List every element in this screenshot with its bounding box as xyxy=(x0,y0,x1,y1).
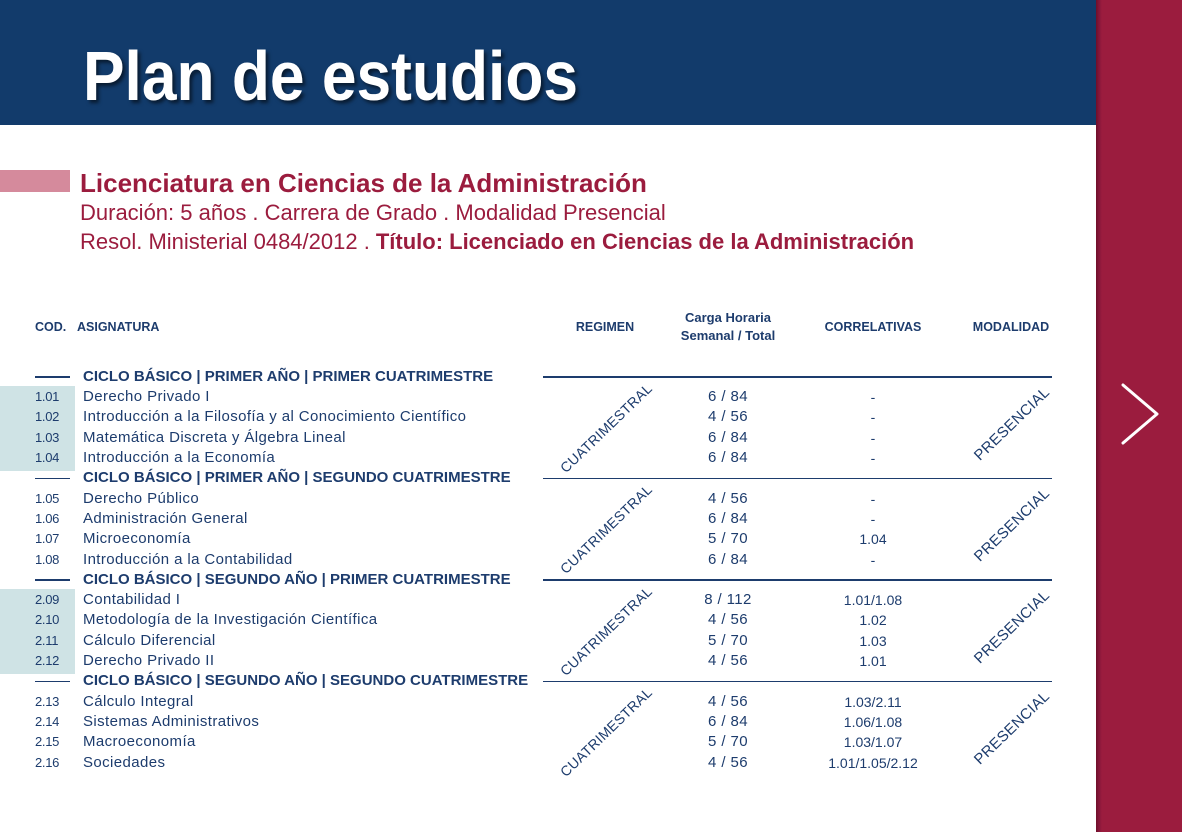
column-header-carga-line2: Semanal / Total xyxy=(680,328,776,343)
column-header-regimen: REGIMEN xyxy=(575,320,635,334)
subject-hours: 4 / 56 xyxy=(708,408,748,426)
section-rule xyxy=(543,681,1052,683)
subject-name: Administración General xyxy=(83,509,248,527)
subject-name: Introducción a la Filosofía y al Conocimiento Científico xyxy=(83,408,467,426)
subject-name: Derecho Privado I xyxy=(83,388,210,406)
subject-hours: 6 / 84 xyxy=(708,712,748,730)
subject-hours: 5 / 70 xyxy=(708,733,748,751)
subject-name: Cálculo Integral xyxy=(83,692,194,710)
section-title: CICLO BÁSICO | SEGUNDO AÑO | PRIMER CUATRIMESTRE xyxy=(83,570,511,588)
subject-hours: 4 / 56 xyxy=(708,489,748,507)
subject-name: Microeconomía xyxy=(83,530,191,548)
subject-correlatives: 1.02 xyxy=(859,612,887,629)
chevron-right-icon xyxy=(1116,378,1164,450)
plan-section xyxy=(0,468,1096,578)
subject-hours: 4 / 56 xyxy=(708,692,748,710)
subject-name: Matemática Discreta y Álgebra Lineal xyxy=(83,428,346,446)
subject-correlatives: 1.01/1.08 xyxy=(843,592,903,609)
accent-bar xyxy=(0,170,70,192)
subject-correlatives: 1.03/2.11 xyxy=(844,693,902,710)
next-page-button[interactable] xyxy=(1116,378,1164,450)
column-header-cod: COD. xyxy=(35,320,67,334)
section-rule xyxy=(543,579,1052,581)
subject-name: Introducción a la Economía xyxy=(83,449,276,467)
subject-name: Cálculo Diferencial xyxy=(83,631,216,649)
subject-hours: 6 / 84 xyxy=(708,428,748,446)
section-modalidad: PRESENCIAL xyxy=(970,586,1054,668)
program-name: Licenciatura en Ciencias de la Administración xyxy=(80,168,647,198)
subject-correlatives: - xyxy=(870,510,876,527)
subject-name: Metodología de la Investigación Científica xyxy=(83,611,378,629)
table-row xyxy=(0,407,1096,427)
section-title: CICLO BÁSICO | SEGUNDO AÑO | SEGUNDO CUATRIMESTRE xyxy=(83,672,529,690)
subject-hours: 5 / 70 xyxy=(708,530,748,548)
subject-code: 2.14 xyxy=(35,713,60,729)
section-modalidad: PRESENCIAL xyxy=(970,383,1054,465)
section-dash xyxy=(35,376,70,378)
subject-code: 1.01 xyxy=(35,389,60,405)
column-header-correlativas: CORRELATIVAS xyxy=(824,320,922,334)
table-row xyxy=(0,732,1096,752)
subject-code: 1.05 xyxy=(35,490,60,506)
plan-section xyxy=(0,671,1096,781)
plan-section xyxy=(0,367,1096,476)
subject-name: Sistemas Administrativos xyxy=(83,712,260,730)
subject-name: Derecho Privado II xyxy=(83,652,215,670)
subject-correlatives: - xyxy=(870,409,876,426)
section-rule xyxy=(543,478,1052,480)
subject-code: 2.15 xyxy=(35,734,60,750)
section-dash xyxy=(35,478,70,480)
subject-hours: 4 / 56 xyxy=(708,611,748,629)
table-row xyxy=(0,428,1096,448)
header-band xyxy=(0,0,1096,125)
section-dash xyxy=(35,681,70,683)
section-dash xyxy=(35,579,70,581)
subject-code: 2.16 xyxy=(35,754,60,770)
subject-hours: 6 / 84 xyxy=(708,550,748,568)
section-title: CICLO BÁSICO | PRIMER AÑO | PRIMER CUATRIMESTRE xyxy=(83,367,494,385)
table-row xyxy=(0,610,1096,630)
subject-hours: 6 / 84 xyxy=(708,388,748,406)
table-row xyxy=(0,448,1096,468)
plan-section xyxy=(0,570,1096,679)
subject-correlatives: 1.04 xyxy=(859,531,887,548)
subject-name: Sociedades xyxy=(83,753,166,771)
subject-code: 2.12 xyxy=(35,653,60,669)
subject-hours: 5 / 70 xyxy=(708,631,748,649)
table-row xyxy=(0,753,1096,773)
subject-code: 1.07 xyxy=(35,531,60,547)
subject-name: Contabilidad I xyxy=(83,591,181,609)
column-header-asignatura: ASIGNATURA xyxy=(77,320,160,334)
subject-name: Macroeconomía xyxy=(83,733,196,751)
subject-correlatives: - xyxy=(870,551,876,568)
subject-hours: 4 / 56 xyxy=(708,652,748,670)
table-row xyxy=(0,509,1096,529)
section-modalidad: PRESENCIAL xyxy=(970,688,1054,769)
table-row xyxy=(0,651,1096,671)
subject-correlatives: 1.03 xyxy=(859,632,887,649)
subject-code: 2.10 xyxy=(35,612,60,628)
subject-correlatives: - xyxy=(870,490,876,507)
column-header-modalidad: MODALIDAD xyxy=(972,320,1050,334)
table-row xyxy=(0,712,1096,732)
program-details: Duración: 5 años . Carrera de Grado . Modalidad Presencial xyxy=(80,200,666,225)
subject-hours: 4 / 56 xyxy=(708,753,748,771)
subject-code: 1.02 xyxy=(35,409,60,425)
subject-code: 1.08 xyxy=(35,551,60,567)
subject-code: 1.04 xyxy=(35,450,60,466)
subject-hours: 6 / 84 xyxy=(708,509,748,527)
table-row xyxy=(0,550,1096,570)
subject-name: Introducción a la Contabilidad xyxy=(83,550,293,568)
section-regimen: CUATRIMESTRAL xyxy=(556,380,656,476)
subject-correlatives: 1.01 xyxy=(859,653,887,670)
subject-hours: 6 / 84 xyxy=(708,449,748,467)
resolution-text: Resol. Ministerial 0484/2012 . xyxy=(80,229,370,254)
table-row xyxy=(0,489,1096,509)
section-rule xyxy=(543,376,1052,378)
page-title: Plan de estudios xyxy=(83,37,579,115)
table-row xyxy=(0,387,1096,407)
subject-correlatives: - xyxy=(870,450,876,467)
subject-hours: 8 / 112 xyxy=(704,591,752,609)
section-regimen: CUATRIMESTRAL xyxy=(556,583,656,679)
subject-code: 1.06 xyxy=(35,510,60,526)
subject-correlatives: 1.06/1.08 xyxy=(843,713,903,730)
subject-name: Derecho Público xyxy=(83,489,200,507)
section-regimen: CUATRIMESTRAL xyxy=(556,684,656,781)
subject-correlatives: 1.03/1.07 xyxy=(843,734,903,751)
section-regimen: CUATRIMESTRAL xyxy=(556,481,656,578)
table-row xyxy=(0,529,1096,549)
section-title: CICLO BÁSICO | PRIMER AÑO | SEGUNDO CUATRIMESTRE xyxy=(83,469,511,487)
table-row xyxy=(0,692,1096,712)
degree-title: Título: Licenciado en Ciencias de la Administración xyxy=(375,229,915,254)
program-resolution-line xyxy=(80,231,914,253)
side-band xyxy=(1096,0,1182,832)
subject-code: 2.11 xyxy=(35,632,59,648)
column-header-carga-line1: Carga Horaria xyxy=(685,310,771,325)
subject-correlatives: - xyxy=(870,429,876,446)
subject-correlatives: - xyxy=(870,389,876,406)
table-row xyxy=(0,631,1096,651)
subject-correlatives: 1.01/1.05/2.12 xyxy=(828,754,918,771)
subject-code: 1.03 xyxy=(35,429,60,445)
section-modalidad: PRESENCIAL xyxy=(970,485,1054,566)
subject-code: 2.09 xyxy=(35,592,60,608)
table-row xyxy=(0,590,1096,610)
subject-code: 2.13 xyxy=(35,693,60,709)
